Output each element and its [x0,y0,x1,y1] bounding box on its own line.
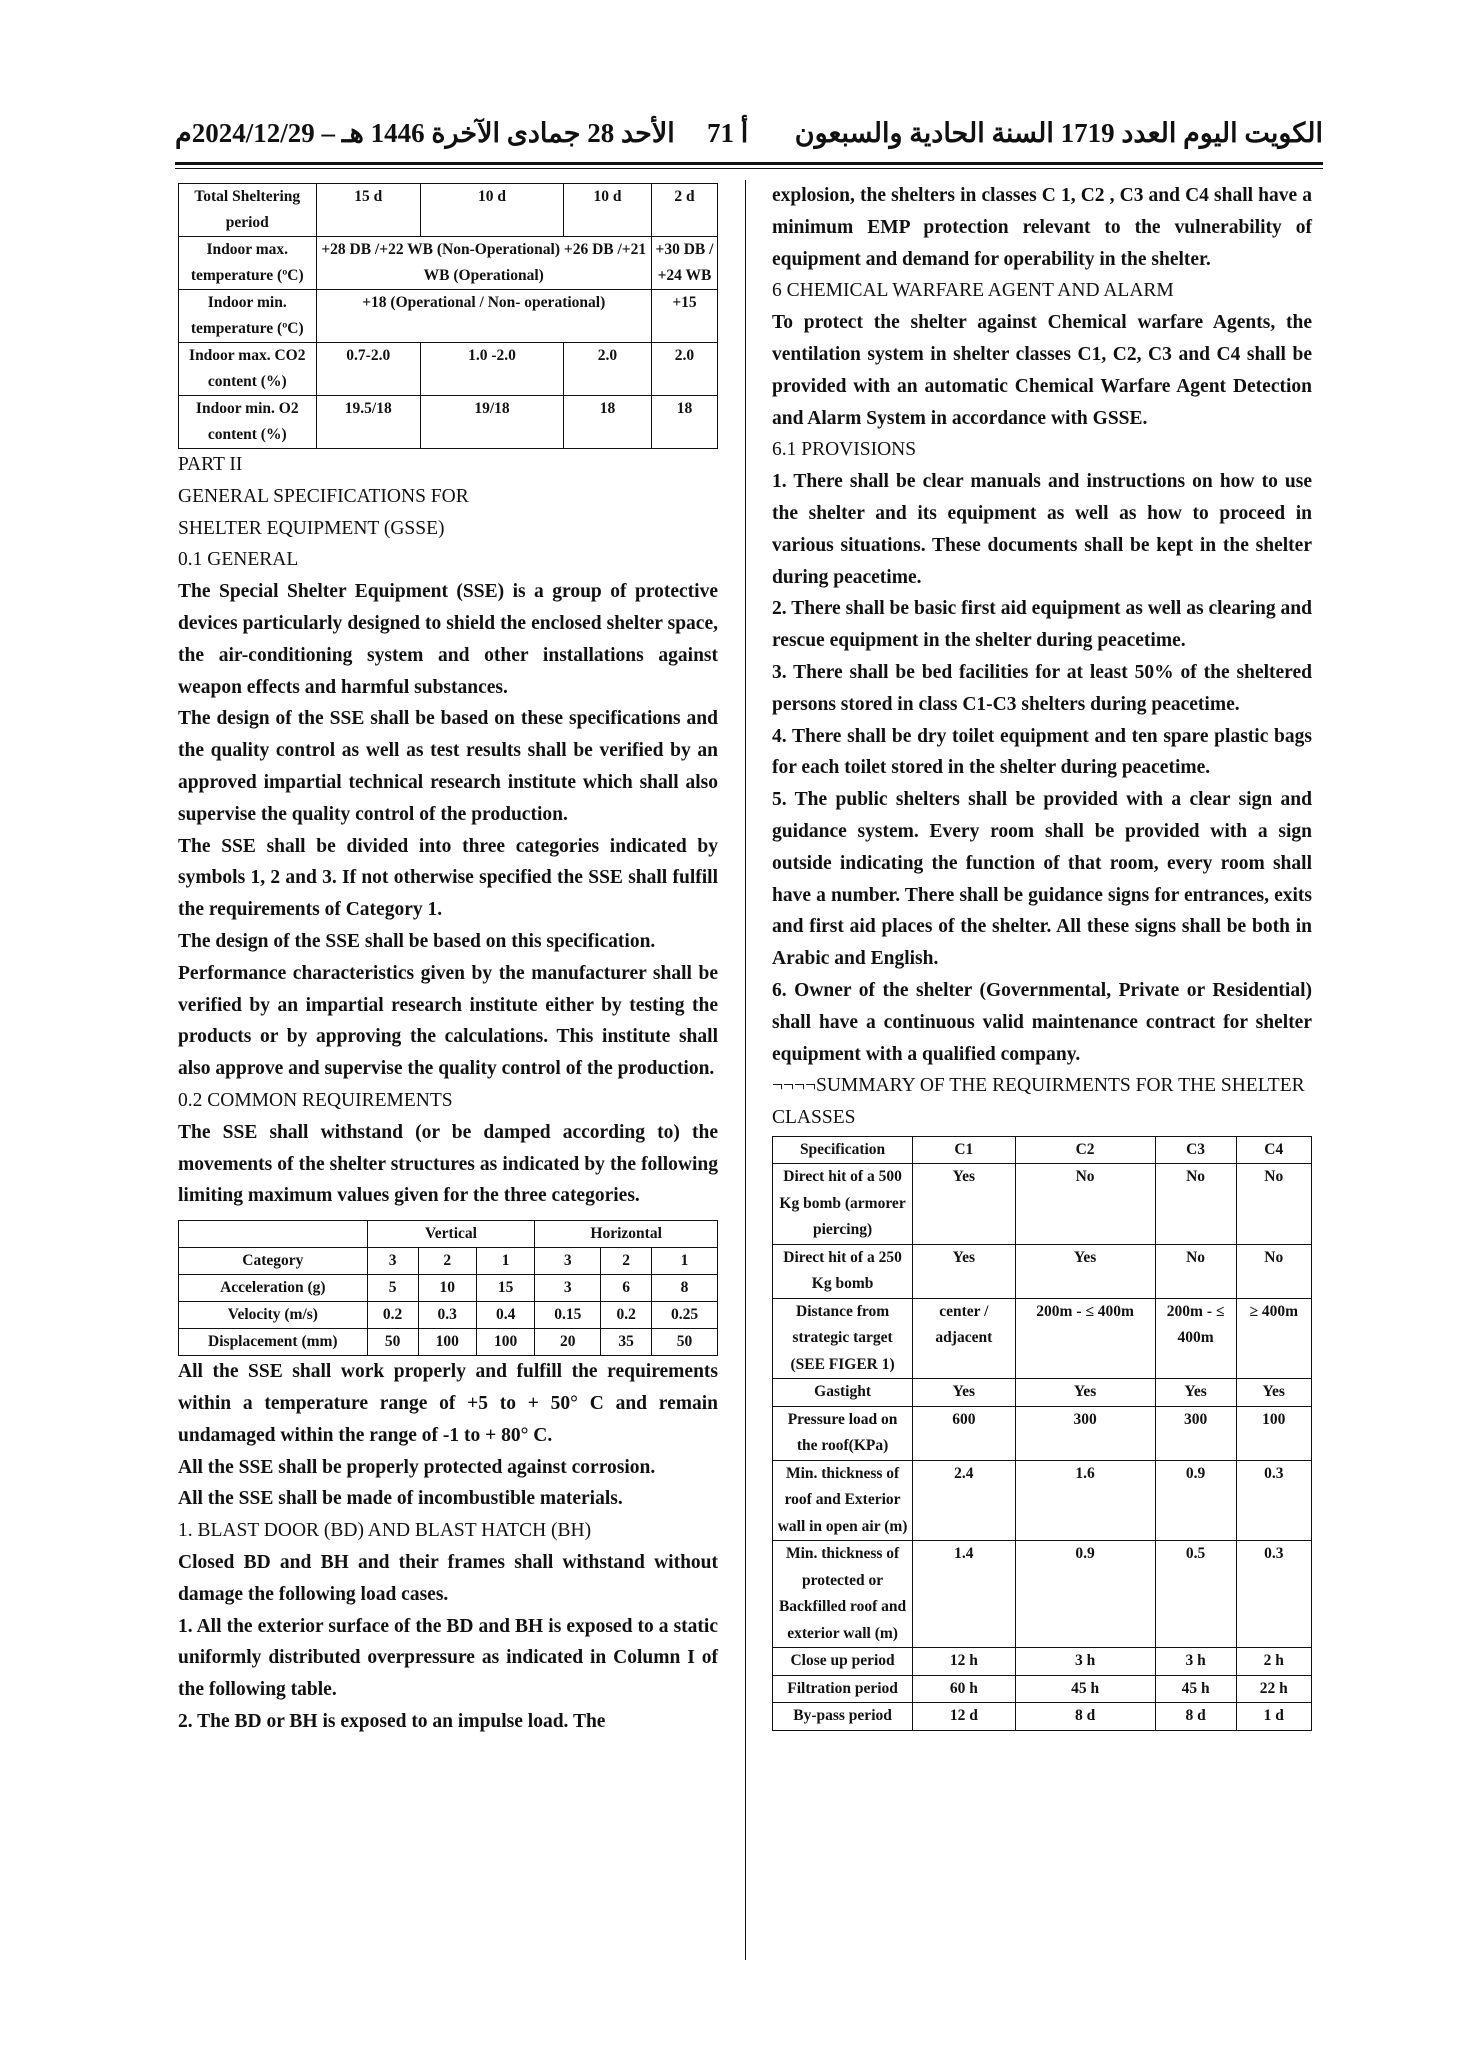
table-cell: 60 h [913,1675,1015,1703]
table-row [179,396,718,449]
list-item: 5. The public shelters shall be provided with a clear sign and guidance system. Every room shall be provided with a sign outside indicating the function of that room, every room shall have a number. There shall be guidance signs for entrances, exits and first aid places of the shelter. All these signs shall be both in Arabic and English. [772,789,1312,970]
paragraph: All the SSE shall be made of incombustible materials. [178,1488,623,1510]
list-item: 4. There shall be dry toilet equipment and ten spare plastic bags for each toilet stored in the shelter during peacetime. [772,725,1312,779]
paragraph: The design of the SSE shall be based on these specifications and the quality control as well as test results shall be verified by an approved impartial technical research institute which shall also supervise the quality control of the production. [178,708,718,825]
table-cell [179,1221,368,1248]
table-cell: 1 [652,1248,718,1275]
table-cell: 0.2 [601,1302,652,1329]
table-cell: 5 [367,1275,418,1302]
table-row [773,1244,1312,1298]
table-cell: 0.7-2.0 [316,343,421,396]
table-cell: 0.4 [476,1302,534,1329]
table-cell: 18 [563,396,651,449]
table-cell: Direct hit of a 250 Kg bomb [773,1244,913,1298]
table-cell: 6 [601,1275,652,1302]
paragraph: Performance characteristics given by the manufacturer shall be verified by an impartial research institute either by testing the products or by approving the calculations. This institute shall also approve and supervise the quality control of the production. [178,962,718,1080]
table-cell: C2 [1015,1136,1155,1164]
paragraph: 2. The BD or BH is exposed to an impulse load. The [178,1710,606,1732]
table-cell: 2.0 [651,343,717,396]
table-row [773,1164,1312,1245]
section-title: SHELTER EQUIPMENT (GSSE) [178,517,445,539]
right-column [772,180,1312,1731]
table-row [773,1298,1312,1379]
table-cell: Yes [913,1379,1015,1407]
table-cell: 20 [535,1329,601,1356]
paragraph: The design of the SSE shall be based on this specification. [178,930,656,952]
table-cell: Yes [913,1244,1015,1298]
table-cell: +15 [651,290,717,343]
table-cell: 300 [1155,1406,1236,1460]
table-row [179,343,718,396]
table-cell: Indoor min. temperature (ºC) [179,290,317,343]
table-cell: 8 [652,1275,718,1302]
table-cell: 8 d [1015,1703,1155,1731]
table-cell: 10 d [563,184,651,237]
table-cell: No [1155,1164,1236,1245]
table-cell: 2.4 [913,1460,1015,1541]
table-cell: By-pass period [773,1703,913,1731]
shelter-classes-table [772,1136,1312,1731]
table-cell: 1.6 [1015,1460,1155,1541]
table-cell: Gastight [773,1379,913,1407]
table-cell: Direct hit of a 500 Kg bomb (armorer piercing) [773,1164,913,1245]
table-cell: 22 h [1236,1675,1312,1703]
table-cell: Yes [1155,1379,1236,1407]
table-cell: Vertical [367,1221,535,1248]
table-cell: C3 [1155,1136,1236,1164]
column-separator [745,180,746,1960]
header-rule-thick [175,162,1323,165]
table-cell: Category [179,1248,368,1275]
table-cell: 3 h [1155,1648,1236,1676]
paragraph: All the SSE shall be properly protected against corrosion. [178,1456,656,1478]
table-cell: 19/18 [421,396,564,449]
table-cell: +28 DB /+22 WB (Non-Operational) +26 DB /+21 WB (Operational) [316,237,651,290]
table-cell: Filtration period [773,1675,913,1703]
table-cell: Acceleration (g) [179,1275,368,1302]
paragraph: Closed BD and BH and their frames shall withstand without damage the following load cases. [178,1551,718,1605]
table-cell: Pressure load on the roof(KPa) [773,1406,913,1460]
table-cell: 50 [367,1329,418,1356]
table-cell: Total Sheltering period [179,184,317,237]
table-cell: 200m - ≤ 400m [1015,1298,1155,1379]
header-rule-thin [175,168,1323,169]
paragraph: The SSE shall withstand (or be damped according to) the movements of the shelter structures as indicated by the following limiting maximum values given for the three categories. [178,1121,718,1207]
table-row [179,1275,718,1302]
table-cell: 19.5/18 [316,396,421,449]
section-heading: ¬¬¬¬SUMMARY OF THE REQUIRMENTS FOR THE SHELTER CLASSES [772,1075,1305,1129]
table-cell: 12 h [913,1648,1015,1676]
table-cell: 0.2 [367,1302,418,1329]
table-cell: C4 [1236,1136,1312,1164]
section-heading: 0.2 COMMON REQUIREMENTS [178,1089,453,1111]
table-cell: 2 h [1236,1648,1312,1676]
paragraph: All the SSE shall work properly and fulfill the requirements within a temperature range of +5 to + 50° C and remain undamaged within the range of -1 to + 80° C. [178,1361,718,1446]
table-cell: 100 [1236,1406,1312,1460]
table-cell: 10 [418,1275,476,1302]
table-cell: center / adjacent [913,1298,1015,1379]
table-cell: 0.3 [1236,1460,1312,1541]
table-cell: Indoor max. CO2 content (%) [179,343,317,396]
header-date: الأحد 28 جمادى الآخرة 1446 هـ – 2024/12/29م [175,118,675,148]
table-cell: No [1155,1244,1236,1298]
table-cell: Horizontal [535,1221,718,1248]
table-cell: 100 [476,1329,534,1356]
table-cell: 0.9 [1015,1541,1155,1648]
table-row [773,1460,1312,1541]
table-cell: 18 [651,396,717,449]
table-cell: 1 d [1236,1703,1312,1731]
table-row [773,1136,1312,1164]
table-row [179,1248,718,1275]
table-cell: 45 h [1015,1675,1155,1703]
table-row [179,184,718,237]
table-cell: 100 [418,1329,476,1356]
table-cell: 15 d [316,184,421,237]
table-row [179,290,718,343]
table-cell: 2.0 [563,343,651,396]
table-row [773,1675,1312,1703]
table-cell: 3 [367,1248,418,1275]
list-item: 1. There shall be clear manuals and instructions on how to use the shelter and its equipment as well as how to proceed in various situations. These documents shall be kept in the shelter during peacetime. [772,471,1312,588]
table-row [773,1703,1312,1731]
page-header [175,118,1323,162]
table-cell: Yes [1015,1244,1155,1298]
section-heading: 6.1 PROVISIONS [772,439,917,461]
section-heading: 6 CHEMICAL WARFARE AGENT AND ALARM [772,280,1174,302]
table-cell: Min. thickness of protected or Backfilled roof and exterior wall (m) [773,1541,913,1648]
header-issue: الكويت اليوم العدد 1719 السنة الحادية والسبعون [794,118,1323,148]
left-column [178,183,718,1738]
environment-table [178,183,718,449]
table-cell: 1 [476,1248,534,1275]
table-row [179,1302,718,1329]
table-cell: Min. thickness of roof and Exterior wall in open air (m) [773,1460,913,1541]
table-row [179,1329,718,1356]
table-cell: Displacement (mm) [179,1329,368,1356]
part-heading: PART II [178,454,243,475]
table-cell: 0.15 [535,1302,601,1329]
table-cell: C1 [913,1136,1015,1164]
table-cell: 0.25 [652,1302,718,1329]
table-cell: Yes [1236,1379,1312,1407]
list-item: 3. There shall be bed facilities for at least 50% of the sheltered persons stored in class C1-C3 shelters during peacetime. [772,661,1312,715]
table-cell: 0.5 [1155,1541,1236,1648]
table-cell: Yes [913,1164,1015,1245]
paragraph: To protect the shelter against Chemical warfare Agents, the ventilation system in shelter classes C1, C2, C3 and C4 shall be provided with an automatic Chemical Warfare Agent Detection and Alarm System in accordance with GSSE. [772,312,1312,429]
table-cell: +30 DB / +24 WB [651,237,717,290]
table-cell: Specification [773,1136,913,1164]
table-cell: 3 h [1015,1648,1155,1676]
section-title: GENERAL SPECIFICATIONS FOR [178,485,469,507]
paragraph: 1. All the exterior surface of the BD and BH is exposed to a static uniformly distributed overpressure as indicated in Column I of the following table. [178,1615,718,1701]
table-cell: Indoor min. O2 content (%) [179,396,317,449]
table-cell: 2 d [651,184,717,237]
table-cell: 0.9 [1155,1460,1236,1541]
table-cell: 300 [1015,1406,1155,1460]
table-cell: +18 (Operational / Non- operational) [316,290,651,343]
table-cell: Indoor max. temperature (ºC) [179,237,317,290]
table-cell: 3 [535,1248,601,1275]
table-row [773,1648,1312,1676]
table-cell: 12 d [913,1703,1015,1731]
table-cell: 1.0 -2.0 [421,343,564,396]
table-cell: 0.3 [1236,1541,1312,1648]
table-cell: Distance from strategic target (SEE FIGER 1) [773,1298,913,1379]
list-item: 2. There shall be basic first aid equipment as well as clearing and rescue equipment in the shelter during peacetime. [772,598,1312,652]
table-cell: 45 h [1155,1675,1236,1703]
table-cell: Velocity (m/s) [179,1302,368,1329]
table-cell: 50 [652,1329,718,1356]
table-cell: 8 d [1155,1703,1236,1731]
table-cell: 10 d [421,184,564,237]
table-cell: 2 [418,1248,476,1275]
table-cell: No [1236,1244,1312,1298]
page-number: 71 أ [707,118,749,148]
table-cell: 2 [601,1248,652,1275]
table-cell: 15 [476,1275,534,1302]
table-cell: Close up period [773,1648,913,1676]
table-cell: No [1236,1164,1312,1245]
table-row [179,237,718,290]
table-cell: 35 [601,1329,652,1356]
table-row [773,1541,1312,1648]
paragraph: The SSE shall be divided into three categories indicated by symbols 1, 2 and 3. If not otherwise specified the SSE shall fulfill the requirements of Category 1. [178,835,718,921]
table-cell: ≥ 400m [1236,1298,1312,1379]
paragraph: The Special Shelter Equipment (SSE) is a group of protective devices particularly designed to shield the enclosed shelter space, the air-conditioning system and other installations against weapon effects and harmful substances. [178,581,718,698]
table-row [773,1406,1312,1460]
table-cell: No [1015,1164,1155,1245]
table-cell: 0.3 [418,1302,476,1329]
table-cell: 3 [535,1275,601,1302]
table-row [179,1221,718,1248]
section-heading: 0.1 GENERAL [178,549,299,571]
table-cell: 600 [913,1406,1015,1460]
table-row [773,1379,1312,1407]
table-cell: 200m - ≤ 400m [1155,1298,1236,1379]
movement-table [178,1220,718,1356]
table-cell: 1.4 [913,1541,1015,1648]
table-cell: Yes [1015,1379,1155,1407]
section-heading: 1. BLAST DOOR (BD) AND BLAST HATCH (BH) [178,1520,592,1542]
list-item: 6. Owner of the shelter (Governmental, Private or Residential) shall have a continuous valid maintenance contract for shelter equipment with a qualified company. [772,979,1312,1065]
paragraph: explosion, the shelters in classes C 1, C2 , C3 and C4 shall have a minimum EMP protection relevant to the vulnerability of equipment and demand for operability in the shelter. [772,185,1312,270]
